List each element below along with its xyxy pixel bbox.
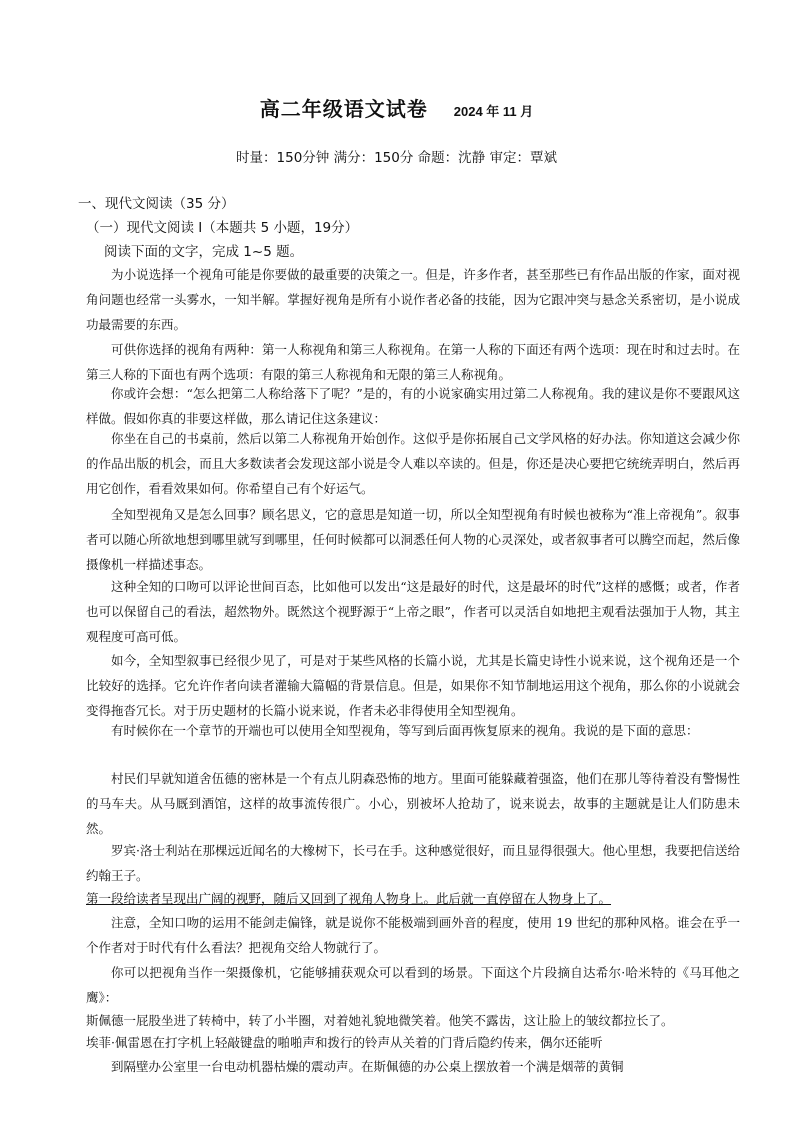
title-row <box>0 93 793 122</box>
reading-instruction: 阅读下面的文字，完成 1~5 题。 <box>104 244 304 260</box>
quoted-paragraph: 到隔壁办公室里一台电动机器枯燥的震动声。在斯佩德的办公桌上摆放着一个满是烟蒂的黄铜 <box>111 1059 624 1074</box>
example-paragraph: 罗宾·洛士利站在那棵远近闻名的大橡树下，长弓在手。这种感觉很好，而且显得很强大。他心里想，我要把信送给约翰王子。 <box>86 843 740 883</box>
example-paragraph: 村民们早就知道舍伍德的密林是一个有点儿阴森恐怖的地方。里面可能躲藏着强盗，他们在那儿等待着没有警惕性的马车夫。从马厩到酒馆，这样的故事流传很广。小心，别被坏人抢劫了，说来说去，故事的主题就是让人们防患未然。 <box>86 771 740 836</box>
underlined-paragraph: 第一段给读者呈现出广阔的视野，随后又回到了视角人物身上。此后就一直停留在人物身上了。 <box>86 891 612 906</box>
paragraph: 你坐在自己的书桌前，然后以第二人称视角开始创作。这似乎是你拓展自己文学风格的好办法。你知道这会减少你的作品出版的机会，而且大多数读者会发现这部小说是令人难以卒读的。但是，你还是决心要把它统统弄明白，然后再用它创作，看看效果如何。你希望自己有个好运气。 <box>86 431 740 496</box>
section-heading: 一、现代文阅读（35 分） <box>78 196 235 212</box>
paragraph: 有时候你在一个章节的开端也可以使用全知型视角，等写到后面再恢复原来的视角。我说的是下面的意思： <box>111 723 699 738</box>
exam-meta: 时量：150分钟 满分：150分 命题：沈静 审定：覃斌 <box>236 150 557 166</box>
exam-date: 2024 年 11 月 <box>453 104 534 119</box>
paragraph: 你或许会想：“怎么把第二人称给落下了呢？”是的，有的小说家确实用过第二人称视角。我的建议是你不要跟风这样做。假如你真的非要这样做，那么请记住这条建议： <box>86 386 740 426</box>
paragraph: 你可以把视角当作一架摄像机，它能够捕获观众可以看到的场景。下面这个片段摘自达希尔·哈米特的《马耳他之鹰》： <box>86 965 740 1005</box>
subsection-heading: （一）现代文阅读 I（本题共 5 小题，19分） <box>86 220 359 236</box>
paragraph: 为小说选择一个视角可能是你要做的最重要的决策之一。但是，许多作者，甚至那些已有作品出版的作家，面对视角问题也经常一头雾水，一知半解。掌握好视角是所有小说作者必备的技能，因为它跟冲突与悬念关系密切，是小说成功最需要的东西。 <box>86 267 740 332</box>
paragraph: 全知型视角又是怎么回事？顾名思义，它的意思是知道一切，所以全知型视角有时候也被称为“准上帝视角”。叙事者可以随心所欲地想到哪里就写到哪里，任何时候都可以洞悉任何人物的心灵深处，或者叙事者可以腾空而起，然后像摄像机一样描述事态。 <box>86 507 740 572</box>
paragraph: 如今，全知型叙事已经很少见了，可是对于某些风格的长篇小说，尤其是长篇史诗性小说来说，这个视角还是一个比较好的选择。它允许作者向读者灌输大篇幅的背景信息。但是，如果你不知节制地运用这个视角，那么你的小说就会变得拖沓冗长。对于历史题材的长篇小说来说，作者未必非得使用全知型视角。 <box>86 653 740 718</box>
quoted-paragraph: 斯佩德一屁股坐进了转椅中，转了小半圈，对着她礼貌地微笑着。他笑不露齿，这让脸上的皱纹都拉长了。 <box>86 1013 674 1028</box>
paragraph: 注意，全知口吻的运用不能剑走偏锋，就是说你不能极端到画外音的程度，使用 19 世纪的那种风格。谁会在乎一个作者对于时代有什么看法？把视角交给人物就行了。 <box>86 915 740 955</box>
quoted-paragraph: 埃菲·佩雷恩在打字机上轻敲键盘的啪啪声和拨行的铃声从关着的门背后隐约传来，偶尔还能听 <box>86 1035 603 1050</box>
page-title: 高二年级语文试卷 <box>259 97 428 121</box>
paragraph: 可供你选择的视角有两种：第一人称视角和第三人称视角。在第一人称的下面还有两个选项：现在时和过去时。在第三人称的下面也有两个选项：有限的第三人称视角和无限的第三人称视角。 <box>86 342 740 382</box>
paragraph: 这种全知的口吻可以评论世间百态，比如他可以发出“这是最好的时代，这是最坏的时代”这样的感慨；或者，作者也可以保留自己的看法，超然物外。既然这个视野源于“上帝之眼”，作者可以灵活自如地把主观看法强加于人物，其主观程度可高可低。 <box>86 579 740 644</box>
